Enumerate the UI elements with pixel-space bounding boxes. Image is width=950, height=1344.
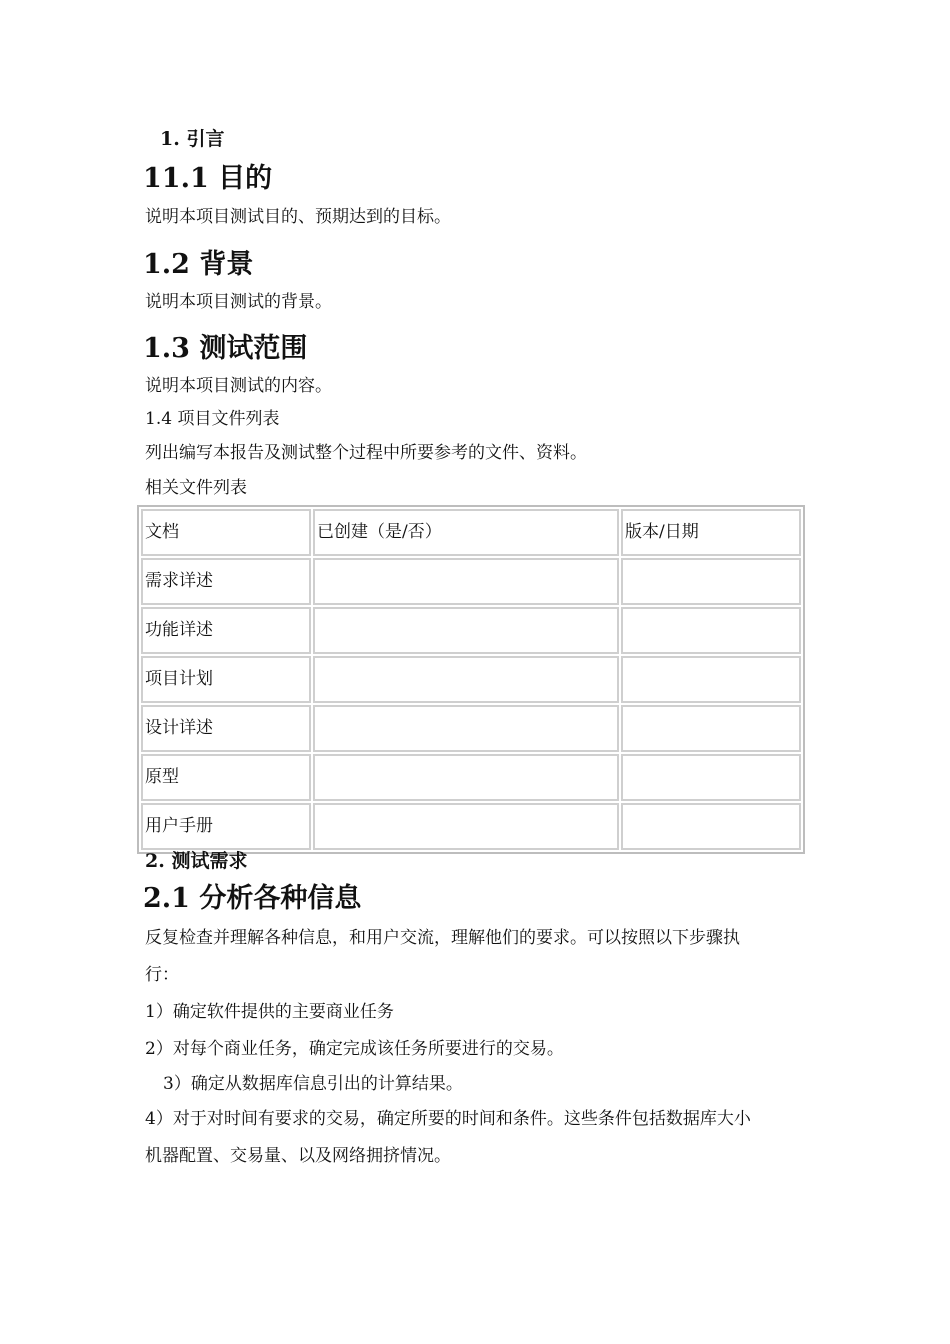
text-1-4: 列出编写本报告及测试整个过程中所要参考的文件、资料。 (145, 443, 587, 463)
table-caption: 相关文件列表 (145, 478, 247, 498)
table-cell (621, 803, 801, 850)
heading-1-2: 1.2 背景 (143, 249, 254, 280)
table-cell: 功能详述 (141, 607, 311, 654)
heading-2-1: 2.1 分析各种信息 (143, 883, 362, 914)
step-2: 2）对每个商业任务，确定完成该任务所要进行的交易。 (145, 1039, 564, 1059)
table-cell (621, 656, 801, 703)
header-cell-version-date: 版本/日期 (621, 509, 801, 556)
table-cell (313, 656, 619, 703)
table-cell: 原型 (141, 754, 311, 801)
table-cell: 用户手册 (141, 803, 311, 850)
text-1-1: 说明本项目测试目的、预期达到的目标。 (145, 207, 451, 227)
table-cell (621, 705, 801, 752)
table-cell (621, 558, 801, 605)
table-row (141, 656, 801, 703)
step-4-line-2: 机器配置、交易量、以及网络拥挤情况。 (145, 1146, 451, 1166)
step-3: 3）确定从数据库信息引出的计算结果。 (163, 1074, 463, 1094)
table-cell (621, 754, 801, 801)
table-cell (313, 803, 619, 850)
table-row (141, 803, 801, 850)
table-cell (313, 607, 619, 654)
header-cell-document: 文档 (141, 509, 311, 556)
table-header-row (141, 509, 801, 556)
para-line-2: 行： (145, 965, 179, 985)
text-1-3: 说明本项目测试的内容。 (145, 376, 332, 396)
heading-1-3: 1.3 测试范围 (143, 333, 308, 364)
section1-title: 1. 引言 (160, 128, 225, 150)
table-cell (313, 558, 619, 605)
section2-title: 2. 测试需求 (145, 850, 248, 872)
text-1-2: 说明本项目测试的背景。 (145, 292, 332, 312)
heading-1-4: 1.4 项目文件列表 (145, 409, 280, 429)
table-row (141, 705, 801, 752)
table-row (141, 558, 801, 605)
para-line-1: 反复检查并理解各种信息，和用户交流，理解他们的要求。可以按照以下步骤执 (145, 928, 740, 948)
table-cell: 需求详述 (141, 558, 311, 605)
table-cell: 设计详述 (141, 705, 311, 752)
header-cell-created: 已创建（是/否） (313, 509, 619, 556)
table-cell (313, 754, 619, 801)
table-row (141, 754, 801, 801)
table-cell: 项目计划 (141, 656, 311, 703)
table-cell (621, 607, 801, 654)
heading-1-1: 11.1 目的 (143, 163, 273, 194)
step-4-line-1: 4）对于对时间有要求的交易，确定所要的时间和条件。这些条件包括数据库大小 (145, 1109, 751, 1129)
file-list-table (137, 505, 805, 854)
step-1: 1）确定软件提供的主要商业任务 (145, 1002, 394, 1022)
table-row (141, 607, 801, 654)
table-cell (313, 705, 619, 752)
